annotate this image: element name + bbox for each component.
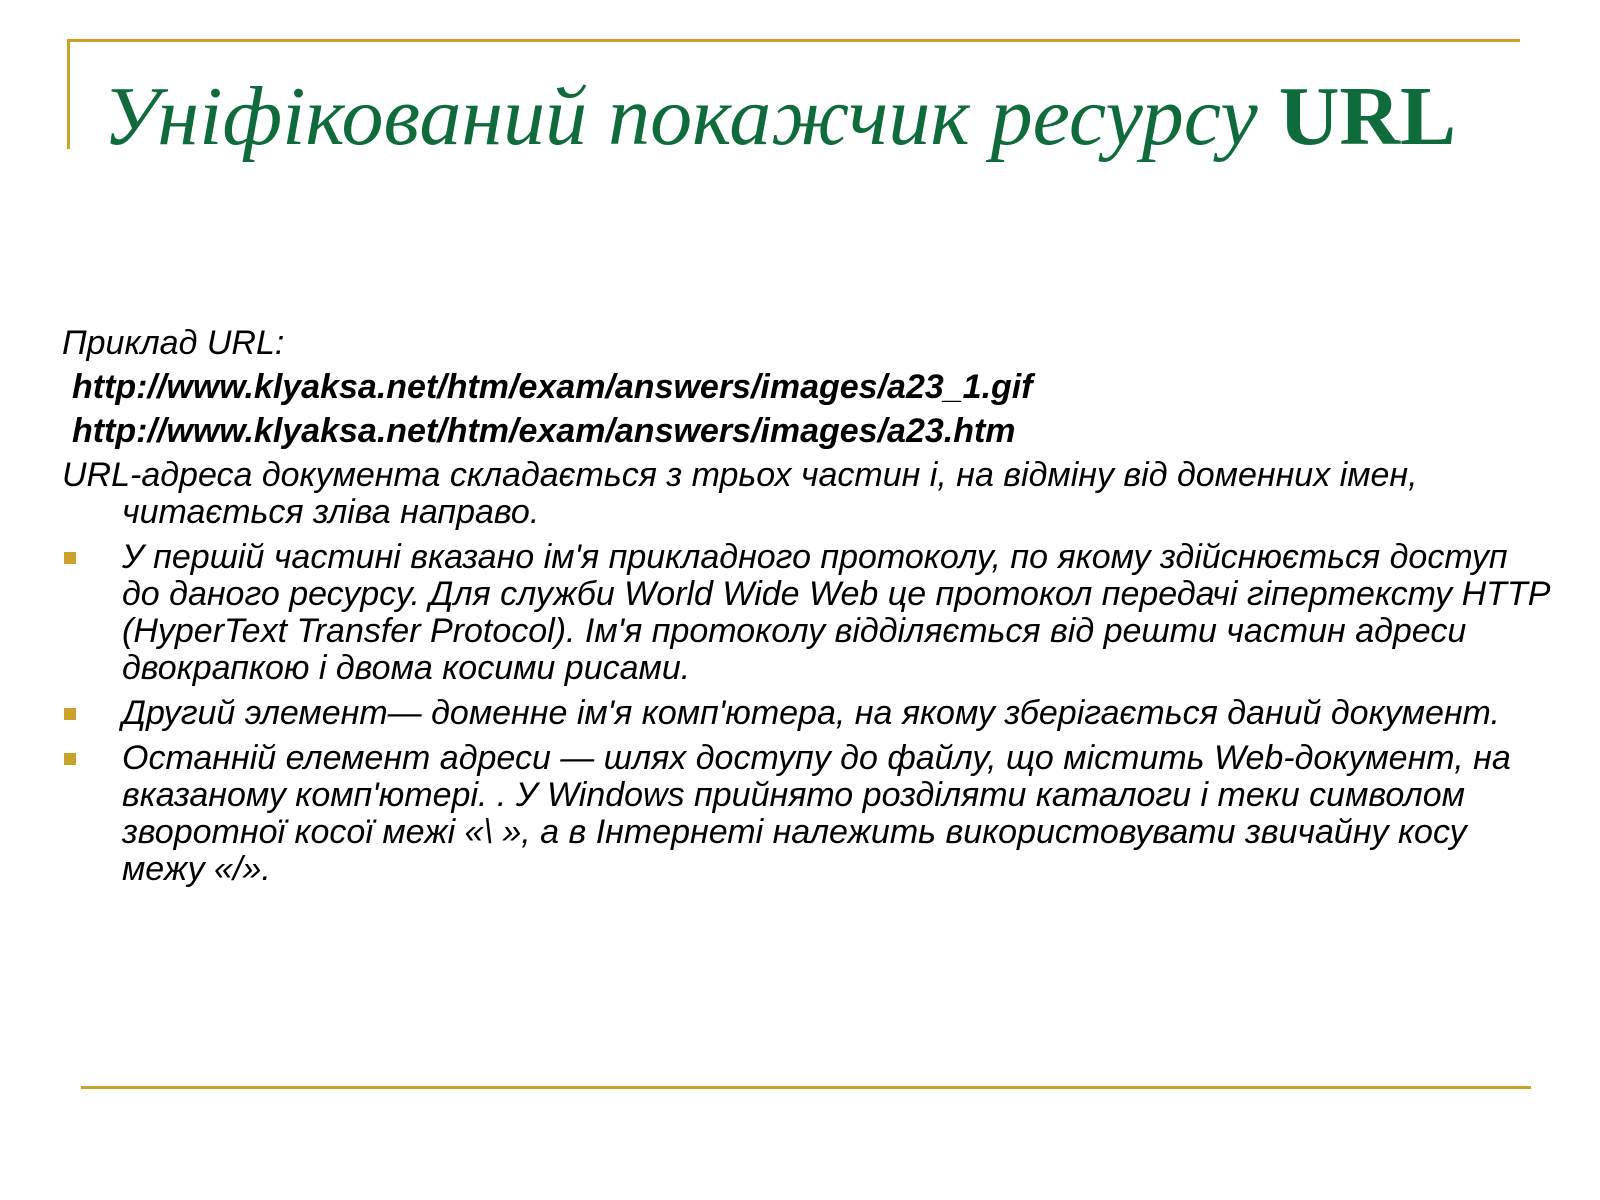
slide-title-acronym: URL xyxy=(1278,70,1457,163)
bullet-text-path: Останній елемент адреси — шлях доступу до файлу, що містить Web-документ, на вказаному комп'ютері. . У Windows прийнято розділяти каталоги і теки символом зворотної косої межі «\ », а в Інтернеті належить використовувати звичайну косу межу «/». xyxy=(122,739,1511,888)
example-url-2: http://www.klyaksa.net/htm/exam/answers/images/a23.htm xyxy=(72,412,1016,450)
footer-rule xyxy=(81,1086,1531,1089)
title-frame-top-rule xyxy=(68,39,1520,42)
square-bullet-icon xyxy=(64,708,76,720)
slide-content xyxy=(62,325,1552,888)
square-bullet-icon xyxy=(64,552,76,564)
bullet-item-protocol xyxy=(62,539,1552,687)
example-url-1: http://www.klyaksa.net/htm/exam/answers/images/a23_1.gif xyxy=(72,368,1033,406)
slide-title xyxy=(103,62,1456,172)
bullet-item-path xyxy=(62,740,1552,888)
bullet-text-domain: Другий элемент— доменне ім'я комп'ютера, на якому зберігається даний документ. xyxy=(122,694,1500,732)
example-label: Приклад URL: xyxy=(62,324,285,362)
bullet-item-domain xyxy=(62,695,1552,732)
slide-title-main: Уніфікований покажчик ресурсу xyxy=(103,70,1258,163)
bullet-text-protocol: У першій частині вказано ім'я прикладного протоколу, по якому здійснюється доступ до даного ресурсу. Для служби World Wide Web це протокол передачі гіпертексту HTTP (HyperText Transfer Protocol). Ім'я протоколу відділяється від решти частин адреси двокрапкою і двома косими рисами. xyxy=(122,538,1550,687)
intro-paragraph: URL-адреса документа складається з трьох частин і, на відміну від доменних імен, читається зліва направо. xyxy=(62,456,1418,531)
square-bullet-icon xyxy=(64,753,76,765)
title-frame-left-rule xyxy=(67,39,70,149)
